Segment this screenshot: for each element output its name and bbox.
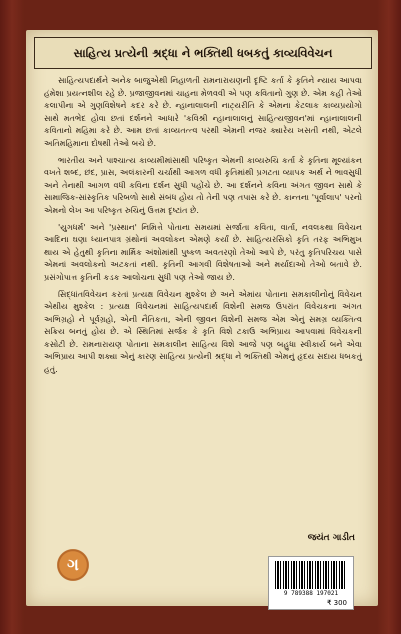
publisher-logo-icon xyxy=(48,540,98,590)
paragraph: ભારતીય અને પાશ્ચાત્ય કાવ્યમીમાંસાથી પરિષ્કૃત એમની કાવ્યરુચિ કર્તા કે કૃતિના મૂલ્યાંકન વખતે શબ્દ, છંદ, પ્રાસ, અલંકારની ચર્ચાથી આગળ વધી કૃતિમાંથી પ્રગટતા વ્યાપક અર્થ ને ભાવસુધી અને તેનાથી આગળ વધી કવિના દર્શન સુધી પહોંચે છે. આ દર્શનને કવિના અંગત જીવન સાથે કે સામાજિક-સાંસ્કૃતિક પરિબળો સાથે સંબંધ હોય તો તેની પણ તપાસ કરે છે. કાન્તના 'પૂર્વાલાપ' પરનો એમનો લેખ આ પરિષ્કૃત રુચિનું ઉત્તમ દૃષ્ટાંત છે. xyxy=(44,154,362,215)
paragraph: 'યુગધર્મ' અને 'પ્રસ્થાન' નિમિત્તે પોતાના સમયમાં સર્જાતા કવિતા, વાર્તા, નવલકથા વિવેચન આદિના ઘણા ધ્યાનપાત્ર ગ્રંથોનાં અવલોકન એમણે કર્યાં છે. સાહિત્યરસિકો કૃતિ તરફ અભિમુખ થાય એ હેતુથી કૃતિના માર્મિક અંશોમાંથી પુષ્કળ અવતરણો તેઓ આપે છે, પરંતુ કૃતિપરિચય પાસે એમનાં અવલોકનો અટકતાં નથી. કૃતિની આગવી વિશેષતાઓ અને મર્યાદાઓ તેઓ બતાવે છે. પ્રસંગોપાત્ત કૃતિની કડક આલોચના સુધી પણ તેઓ જાય છે. xyxy=(44,221,362,282)
logo-glyph: ગ xyxy=(67,555,79,574)
price-label: ₹ 300 xyxy=(326,599,347,607)
blurb-title: સાહિત્ય પ્રત્યેની શ્રદ્ધા ને ભક્તિથી ધબકતું કાવ્યવિવેચન xyxy=(34,37,372,69)
barcode-sticker xyxy=(268,556,354,610)
paragraph: સિદ્ધાંતવિવેચન કરતાં પ્રત્યક્ષ વિવેચન મુશ્કેલ છે અને એમાંય પોતાના સમકાલીનોનું વિવેચન એથીય મુશ્કેલ : પ્રત્યક્ષ વિવેચનમાં સાહિત્યપદાર્થ વિશેની સમજ ઉપરાંત વિવેચકના અંગત અભિગ્રહો ને પૂર્વગ્રહો, એની નૈતિકતા, એની જીવન વિશેની સમજ એમ એનું સમગ્ર વ્યક્તિત્વ સક્રિય બનતું હોય છે. એ સ્થિતિમાં સર્જક કે કૃતિ વિશે ટકાઉ અભિપ્રાય આપવામાં વિવેચકની કસોટી છે. રામનારાયણ પોતાના સમકાલીન સાહિત્ય વિશે આજે પણ બહુધા સ્વીકાર્ય બને એવા અભિપ્રાય આપી શક્યા એનું કારણ સાહિત્ય પ્રત્યેની શ્રદ્ધા ને ભક્તિથી એમનું હૃદય સદાય ધબકતું હતું. xyxy=(44,288,362,375)
author-signature: જયંત ગાડીત xyxy=(307,533,355,543)
blurb-body xyxy=(44,74,362,380)
isbn-number: 9 789388 197021 xyxy=(283,590,339,597)
barcode-bars-icon xyxy=(275,561,347,589)
paragraph: સાહિત્યપદાર્થને અનેક બાજુએથી નિહાળતી રામનારાયણની દૃષ્ટિ કર્તા કે કૃતિને ન્યાય આપવા હંમેશા પ્રયત્નશીલ રહે છે. પ્રજાજીવનમાં ચાહના મેળવવી એ પણ કવિતાનો ગુણ છે. એમ કહી તેઓ કલાપીના એ ગુણવિશેષને કદર કરે છે. ન્હાનાલાલની નાટ્યરીતિ કે એમના કેટલાક કાવ્યપ્રયોગો સાથે મતભેદ હોવા છતાં દર્શનને આધારે 'કવિશ્રી ન્હાનાલાલનું સાહિત્યજીવન'માં ન્હાનાલાલની કવિતાનો મહિમા કરે છે. આમ છતાં કાવ્યતત્ત્વ પરથી એમની નજર ક્યારેય ખસતી નથી, એટલે અતિમહિમાના દોષથી તેઓ બચે છે. xyxy=(44,75,362,148)
